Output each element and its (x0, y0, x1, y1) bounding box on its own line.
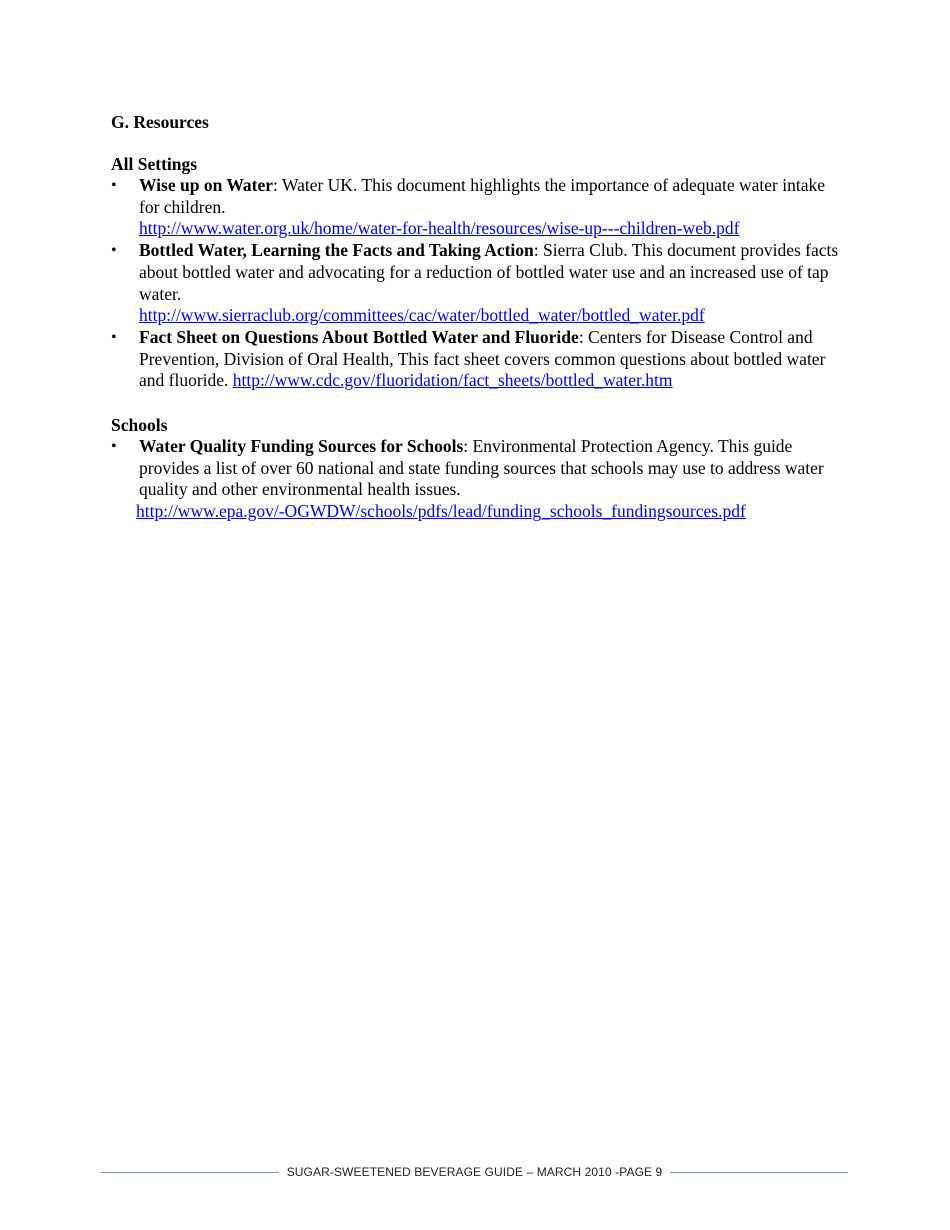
footer-text: SUGAR-SWEETENED BEVERAGE GUIDE – MARCH 2010 -PAGE 9 (286, 1165, 663, 1179)
all-settings-heading: All Settings (111, 154, 198, 174)
resource-title: Bottled Water, Learning the Facts and Taking Action (139, 240, 534, 261)
page-content (111, 111, 841, 523)
resource-description: : Environmental Protection Agency. This guide provides a list of over 60 national and state funding sources that schools may use to address water quality and other environmental health issues. (139, 436, 824, 500)
list-item (111, 436, 841, 523)
list-item (111, 240, 841, 327)
bullet-icon: • (111, 328, 117, 346)
schools-list (111, 436, 841, 523)
bullet-icon: • (111, 242, 117, 260)
resource-link[interactable]: http://www.epa.gov/-OGWDW/schools/pdfs/lead/funding_schools_fundingsources.pdf (136, 501, 746, 522)
resource-link[interactable]: http://www.sierraclub.org/committees/cac/water/bottled_water/bottled_water.pdf (139, 305, 705, 326)
all-settings-list (111, 175, 841, 392)
list-item (111, 175, 841, 240)
resource-link[interactable]: http://www.water.org.uk/home/water-for-health/resources/wise-up---children-web.pdf (139, 218, 740, 239)
bullet-icon: • (111, 177, 117, 194)
resource-description: : Water UK. This document highlights the importance of adequate water intake for children. (139, 175, 825, 217)
resource-title: Fact Sheet on Questions About Bottled Water and Fluoride (139, 326, 579, 347)
footer-rule-left (101, 1172, 279, 1173)
footer-rule-right (670, 1172, 848, 1173)
resource-description: : Centers for Disease Control and Prevention, Division of Oral Health, This fact sheet covers common questions about bottled water and fluoride. (139, 326, 826, 391)
list-item (111, 327, 841, 392)
bullet-icon: • (111, 438, 117, 456)
page-title: G. Resources (111, 112, 209, 132)
resource-title: Water Quality Funding Sources for Schools (139, 436, 464, 457)
resource-link[interactable]: http://www.cdc.gov/fluoridation/fact_sheets/bottled_water.htm (232, 370, 673, 391)
resource-title: Wise up on Water (139, 175, 274, 195)
page-footer (101, 1165, 848, 1179)
resource-description: : Sierra Club. This document provides facts about bottled water and advocating for a reduction of bottled water use and an increased use of tap water. (139, 240, 839, 304)
schools-heading: Schools (111, 415, 168, 436)
